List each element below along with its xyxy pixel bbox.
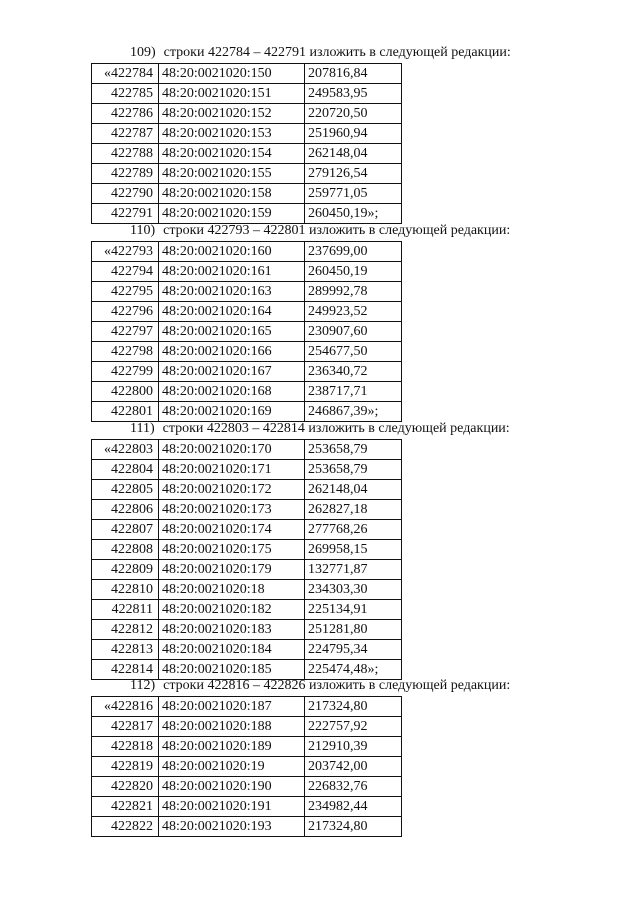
table-row [92, 640, 402, 660]
cadastral-number-cell: 48:20:0021020:168 [159, 382, 305, 402]
row-number-cell: «422816 [92, 697, 159, 717]
table-row [92, 500, 402, 520]
row-number-cell: 422812 [92, 620, 159, 640]
table-row [92, 717, 402, 737]
row-number-cell: 422808 [92, 540, 159, 560]
value-cell: 217324,80 [305, 697, 402, 717]
row-number-cell: 422789 [92, 164, 159, 184]
cadastral-number-cell: 48:20:0021020:155 [159, 164, 305, 184]
cadastral-number-cell: 48:20:0021020:175 [159, 540, 305, 560]
table-row [92, 362, 402, 382]
row-number-cell: «422803 [92, 440, 159, 460]
row-number-cell: 422790 [92, 184, 159, 204]
table-row [92, 737, 402, 757]
table-row [92, 382, 402, 402]
table-row [92, 560, 402, 580]
cadastral-number-cell: 48:20:0021020:173 [159, 500, 305, 520]
row-number-cell: 422791 [92, 204, 159, 224]
table-row [92, 540, 402, 560]
section-heading [92, 44, 552, 62]
cadastral-number-cell: 48:20:0021020:190 [159, 777, 305, 797]
value-cell: 246867,39»; [305, 402, 402, 422]
table-row [92, 84, 402, 104]
row-number-cell: 422799 [92, 362, 159, 382]
row-number-cell: 422798 [92, 342, 159, 362]
value-cell: 225474,48»; [305, 660, 402, 680]
value-cell: 260450,19 [305, 262, 402, 282]
value-cell: 253658,79 [305, 440, 402, 460]
value-cell: 230907,60 [305, 322, 402, 342]
table-row [92, 797, 402, 817]
table-row [92, 282, 402, 302]
value-cell: 251960,94 [305, 124, 402, 144]
table-row [92, 440, 402, 460]
cadastral-number-cell: 48:20:0021020:161 [159, 262, 305, 282]
row-number-cell: 422795 [92, 282, 159, 302]
cadastral-number-cell: 48:20:0021020:182 [159, 600, 305, 620]
row-number-cell: 422796 [92, 302, 159, 322]
row-number-cell: 422806 [92, 500, 159, 520]
row-number-cell: 422794 [92, 262, 159, 282]
table-row [92, 402, 402, 422]
row-number-cell: 422821 [92, 797, 159, 817]
row-number-cell: 422805 [92, 480, 159, 500]
value-cell: 222757,92 [305, 717, 402, 737]
table-row [92, 262, 402, 282]
row-number-cell: 422819 [92, 757, 159, 777]
cadastral-number-cell: 48:20:0021020:159 [159, 204, 305, 224]
table-row [92, 580, 402, 600]
section-number: 112) [130, 678, 156, 693]
section-text: строки 422803 – 422814 изложить в следующей редакции: [162, 421, 510, 436]
row-number-cell: 422820 [92, 777, 159, 797]
table-row [92, 124, 402, 144]
cadastral-number-cell: 48:20:0021020:191 [159, 797, 305, 817]
cadastral-number-cell: 48:20:0021020:160 [159, 242, 305, 262]
table-row [92, 302, 402, 322]
value-cell: 249583,95 [305, 84, 402, 104]
value-cell: 260450,19»; [305, 204, 402, 224]
section-number: 109) [130, 45, 156, 60]
table-row [92, 460, 402, 480]
row-number-cell: 422800 [92, 382, 159, 402]
cadastral-number-cell: 48:20:0021020:164 [159, 302, 305, 322]
table-row [92, 164, 402, 184]
value-cell: 262827,18 [305, 500, 402, 520]
table-row [92, 777, 402, 797]
row-number-cell: 422813 [92, 640, 159, 660]
value-cell: 234303,30 [305, 580, 402, 600]
cadastral-number-cell: 48:20:0021020:188 [159, 717, 305, 737]
value-cell: 225134,91 [305, 600, 402, 620]
row-number-cell: 422786 [92, 104, 159, 124]
table-row [92, 242, 402, 262]
cadastral-number-cell: 48:20:0021020:172 [159, 480, 305, 500]
value-cell: 269958,15 [305, 540, 402, 560]
cadastral-number-cell: 48:20:0021020:150 [159, 64, 305, 84]
row-number-cell: 422804 [92, 460, 159, 480]
section-text: строки 422793 – 422801 изложить в следующей редакции: [163, 223, 511, 238]
section-text: строки 422784 – 422791 изложить в следующей редакции: [163, 45, 511, 60]
table-row [92, 322, 402, 342]
cadastral-number-cell: 48:20:0021020:189 [159, 737, 305, 757]
value-cell: 253658,79 [305, 460, 402, 480]
value-cell: 212910,39 [305, 737, 402, 757]
row-number-cell: 422822 [92, 817, 159, 837]
cadastral-number-cell: 48:20:0021020:154 [159, 144, 305, 164]
cadastral-number-cell: 48:20:0021020:18 [159, 580, 305, 600]
cadastral-number-cell: 48:20:0021020:158 [159, 184, 305, 204]
value-cell: 262148,04 [305, 144, 402, 164]
cadastral-number-cell: 48:20:0021020:171 [159, 460, 305, 480]
row-number-cell: 422787 [92, 124, 159, 144]
table-row [92, 480, 402, 500]
value-cell: 132771,87 [305, 560, 402, 580]
value-cell: 236340,72 [305, 362, 402, 382]
row-number-cell: «422793 [92, 242, 159, 262]
value-cell: 226832,76 [305, 777, 402, 797]
row-number-cell: 422818 [92, 737, 159, 757]
value-cell: 251281,80 [305, 620, 402, 640]
row-number-cell: 422788 [92, 144, 159, 164]
value-cell: 220720,50 [305, 104, 402, 124]
cadastral-number-cell: 48:20:0021020:169 [159, 402, 305, 422]
table-row [92, 620, 402, 640]
value-cell: 224795,34 [305, 640, 402, 660]
table-row [92, 342, 402, 362]
cadastral-number-cell: 48:20:0021020:193 [159, 817, 305, 837]
value-cell: 249923,52 [305, 302, 402, 322]
row-number-cell: 422801 [92, 402, 159, 422]
section-number: 111) [130, 421, 155, 436]
table-row [92, 184, 402, 204]
value-cell: 238717,71 [305, 382, 402, 402]
cadastral-number-cell: 48:20:0021020:184 [159, 640, 305, 660]
section-heading [92, 222, 552, 240]
cadastral-number-cell: 48:20:0021020:19 [159, 757, 305, 777]
cadastral-number-cell: 48:20:0021020:151 [159, 84, 305, 104]
row-number-cell: 422809 [92, 560, 159, 580]
section-heading [92, 677, 552, 695]
cadastral-number-cell: 48:20:0021020:183 [159, 620, 305, 640]
cadastral-number-cell: 48:20:0021020:152 [159, 104, 305, 124]
table-row [92, 697, 402, 717]
amendment-table [91, 63, 402, 224]
value-cell: 259771,05 [305, 184, 402, 204]
section-number: 110) [130, 223, 156, 238]
amendment-table [91, 439, 402, 680]
value-cell: 237699,00 [305, 242, 402, 262]
value-cell: 279126,54 [305, 164, 402, 184]
cadastral-number-cell: 48:20:0021020:166 [159, 342, 305, 362]
value-cell: 207816,84 [305, 64, 402, 84]
table-row [92, 104, 402, 124]
amendment-table [91, 696, 402, 837]
table-row [92, 144, 402, 164]
section-text: строки 422816 – 422826 изложить в следующей редакции: [163, 678, 511, 693]
table-row [92, 600, 402, 620]
row-number-cell: «422784 [92, 64, 159, 84]
row-number-cell: 422817 [92, 717, 159, 737]
value-cell: 254677,50 [305, 342, 402, 362]
row-number-cell: 422785 [92, 84, 159, 104]
table-row [92, 204, 402, 224]
value-cell: 203742,00 [305, 757, 402, 777]
table-row [92, 817, 402, 837]
value-cell: 289992,78 [305, 282, 402, 302]
row-number-cell: 422814 [92, 660, 159, 680]
table-row [92, 64, 402, 84]
cadastral-number-cell: 48:20:0021020:165 [159, 322, 305, 342]
row-number-cell: 422797 [92, 322, 159, 342]
row-number-cell: 422807 [92, 520, 159, 540]
cadastral-number-cell: 48:20:0021020:179 [159, 560, 305, 580]
section-heading [92, 420, 552, 438]
row-number-cell: 422811 [92, 600, 159, 620]
cadastral-number-cell: 48:20:0021020:167 [159, 362, 305, 382]
value-cell: 277768,26 [305, 520, 402, 540]
cadastral-number-cell: 48:20:0021020:163 [159, 282, 305, 302]
value-cell: 234982,44 [305, 797, 402, 817]
cadastral-number-cell: 48:20:0021020:170 [159, 440, 305, 460]
row-number-cell: 422810 [92, 580, 159, 600]
value-cell: 262148,04 [305, 480, 402, 500]
cadastral-number-cell: 48:20:0021020:185 [159, 660, 305, 680]
cadastral-number-cell: 48:20:0021020:153 [159, 124, 305, 144]
amendment-table [91, 241, 402, 422]
value-cell: 217324,80 [305, 817, 402, 837]
cadastral-number-cell: 48:20:0021020:174 [159, 520, 305, 540]
table-row [92, 757, 402, 777]
cadastral-number-cell: 48:20:0021020:187 [159, 697, 305, 717]
table-row [92, 520, 402, 540]
